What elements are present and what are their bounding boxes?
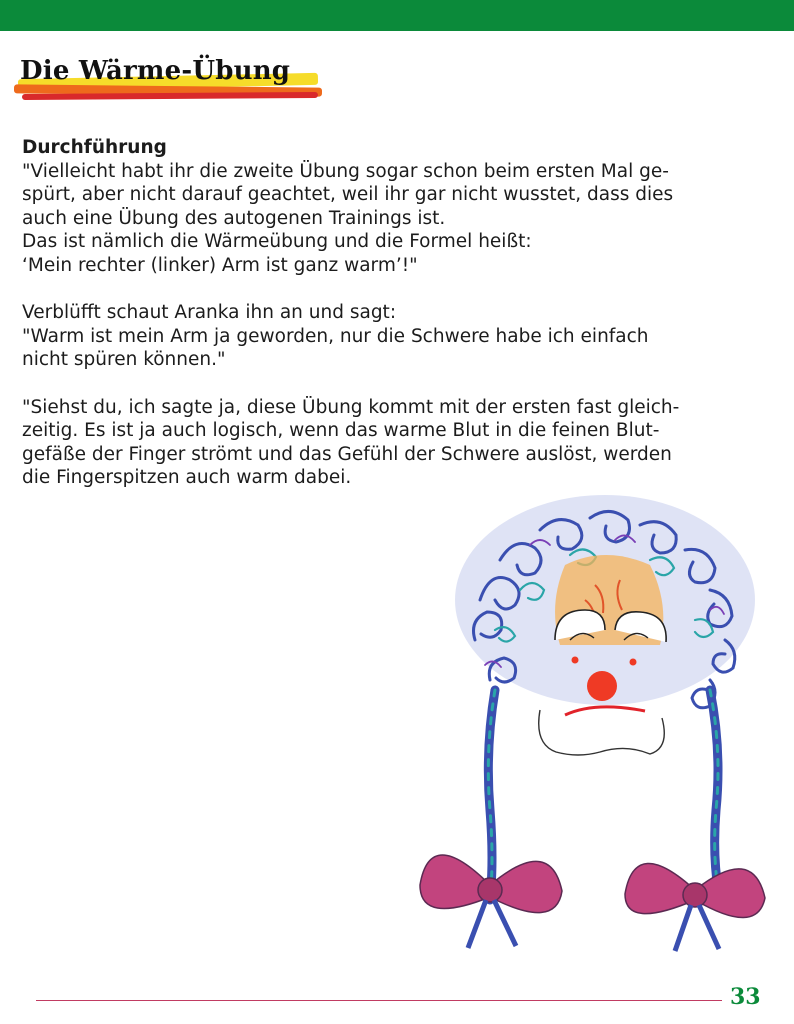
top-green-bar: [0, 0, 794, 31]
body-text: [22, 136, 762, 490]
paragraph-3: [22, 396, 762, 490]
paragraph-1: [22, 160, 762, 278]
text-line: Das ist nämlich die Wärmeübung und die Formel heißt:: [22, 231, 532, 253]
text-line: nicht spüren können.": [22, 349, 226, 371]
clown-illustration: [410, 490, 780, 970]
section-heading: Durchführung: [22, 137, 167, 158]
footer-rule: [36, 1000, 722, 1001]
text-line: "Vielleicht habt ihr die zweite Übung sogar schon beim ersten Mal ge-: [22, 160, 669, 182]
text-line: "Warm ist mein Arm ja geworden, nur die Schwere habe ich einfach: [22, 325, 649, 347]
title-banner: [14, 52, 326, 116]
text-line: auch eine Übung des autogenen Trainings ist.: [22, 207, 446, 229]
text-line: die Fingerspitzen auch warm dabei.: [22, 467, 352, 489]
right-bow: [625, 863, 765, 951]
text-line: "Siehst du, ich sagte ja, diese Übung kommt mit der ersten fast gleich-: [22, 396, 680, 418]
text-line: zeitig. Es ist ja auch logisch, wenn das warme Blut in die feinen Blut-: [22, 420, 660, 442]
text-line: Verblüfft schaut Aranka ihn an und sagt:: [22, 302, 397, 324]
title-stripe-red: [22, 92, 318, 100]
text-line: spürt, aber nicht darauf geachtet, weil ihr gar nicht wusstet, dass dies: [22, 184, 674, 206]
page-number: 33: [730, 984, 761, 1010]
paragraph-2: [22, 301, 762, 372]
page-title: Die Wärme-Übung: [20, 56, 291, 86]
text-line: gefäße der Finger strömt und das Gefühl der Schwere auslöst, werden: [22, 443, 672, 465]
text-line: ‘Mein rechter (linker) Arm ist ganz warm’!": [22, 254, 418, 276]
clown-nose: [587, 671, 617, 701]
